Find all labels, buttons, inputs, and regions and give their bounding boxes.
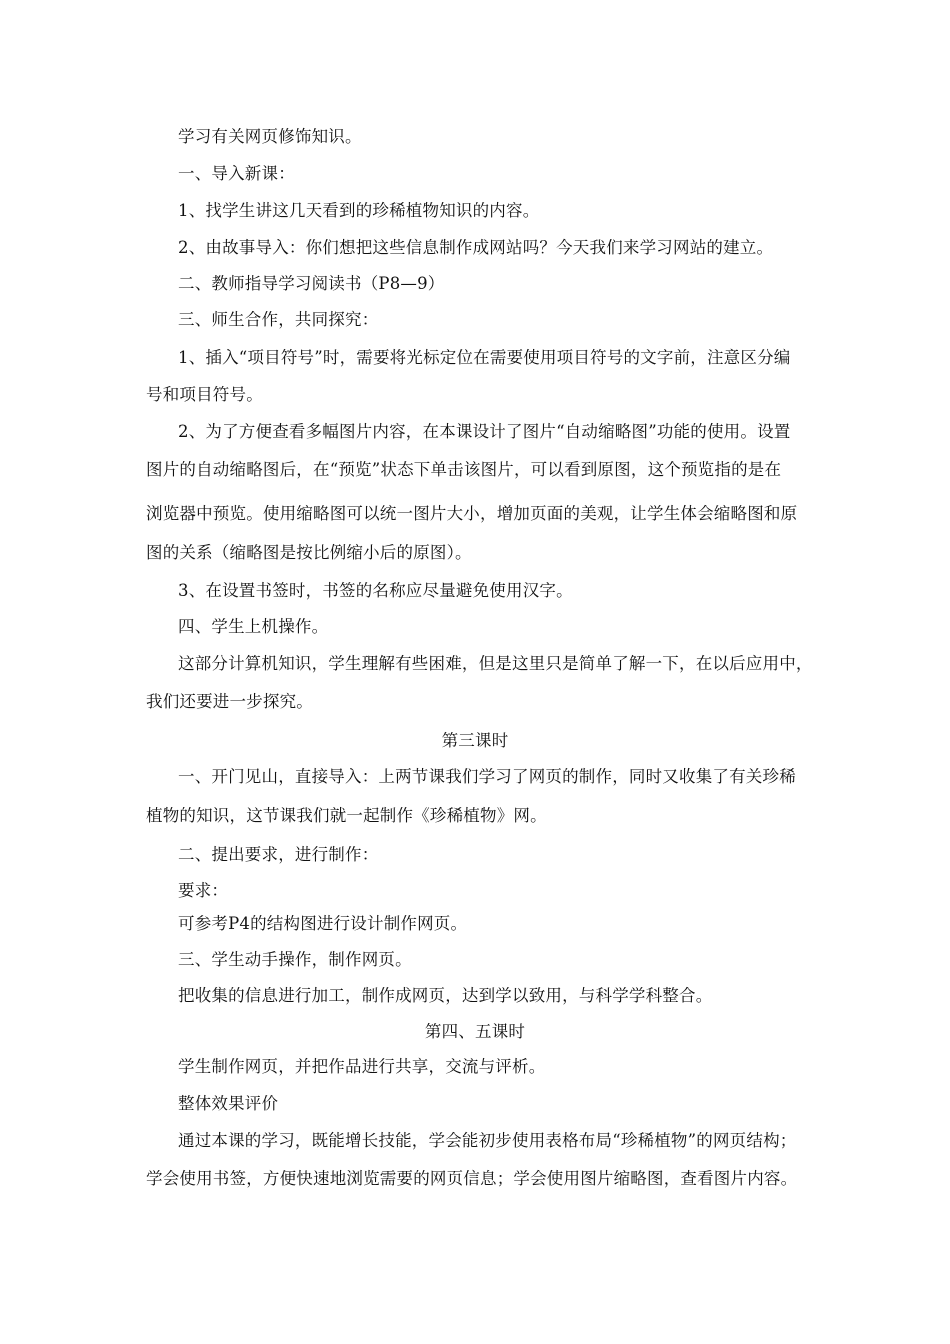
section-heading: 二、提出要求，进行制作：	[178, 845, 379, 864]
paragraph-line: 植物的知识，这节课我们就一起制作《珍稀植物》网。	[146, 806, 547, 825]
paragraph-line: 号和项目符号。	[146, 385, 263, 404]
paragraph-line: 把收集的信息进行加工，制作成网页，达到学以致用，与科学学科整合。	[178, 986, 713, 1005]
section-heading: 三、师生合作，共同探究：	[178, 310, 379, 329]
paragraph-line: 2、由故事导入：你们想把这些信息制作成网站吗？今天我们来学习网站的建立。	[178, 238, 774, 257]
paragraph-line: 3、在设置书签时，书签的名称应尽量避免使用汉字。	[178, 581, 573, 600]
paragraph-line: 学习有关网页修饰知识。	[178, 127, 362, 146]
paragraph-line: 1、找学生讲这几天看到的珍稀植物知识的内容。	[178, 201, 540, 220]
paragraph-line: 可参考P4的结构图进行设计制作网页。	[178, 914, 468, 933]
paragraph-line: 1、插入“项目符号”时，需要将光标定位在需要使用项目符号的文字前，注意区分编	[178, 348, 791, 367]
paragraph-line: 图片的自动缩略图后，在“预览”状态下单击该图片，可以看到原图，这个预览指的是在	[146, 460, 782, 479]
section-heading: 整体效果评价	[178, 1094, 279, 1113]
paragraph-line: 学生制作网页，并把作品进行共享，交流与评析。	[178, 1057, 546, 1076]
lesson-title: 第四、五课时	[424, 1022, 526, 1041]
paragraph-line: 要求：	[178, 881, 229, 900]
section-heading: 四、学生上机操作。	[178, 617, 329, 636]
paragraph-line: 一、开门见山，直接导入：上两节课我们学习了网页的制作，同时又收集了有关珍稀	[178, 767, 796, 786]
paragraph-line: 通过本课的学习，既能增长技能，学会能初步使用表格布局“珍稀植物”的网页结构；	[178, 1131, 797, 1150]
paragraph-line: 我们还要进一步探究。	[146, 692, 313, 711]
section-heading: 二、教师指导学习阅读书（P8—9）	[178, 274, 445, 293]
section-heading: 三、学生动手操作，制作网页。	[178, 950, 412, 969]
lesson-title: 第三课时	[441, 731, 509, 750]
paragraph-line: 2、为了方便查看多幅图片内容，在本课设计了图片“自动缩略图”功能的使用。设置	[178, 422, 791, 441]
paragraph-line: 图的关系（缩略图是按比例缩小后的原图）。	[146, 543, 472, 562]
section-heading: 一、导入新课：	[178, 164, 295, 183]
paragraph-line: 学会使用书签，方便快速地浏览需要的网页信息；学会使用图片缩略图，查看图片内容。	[146, 1169, 798, 1188]
paragraph-line: 浏览器中预览。使用缩略图可以统一图片大小，增加页面的美观，让学生体会缩略图和原	[146, 504, 798, 523]
paragraph-line: 这部分计算机知识，学生理解有些困难，但是这里只是简单了解一下，在以后应用中，	[178, 654, 813, 673]
